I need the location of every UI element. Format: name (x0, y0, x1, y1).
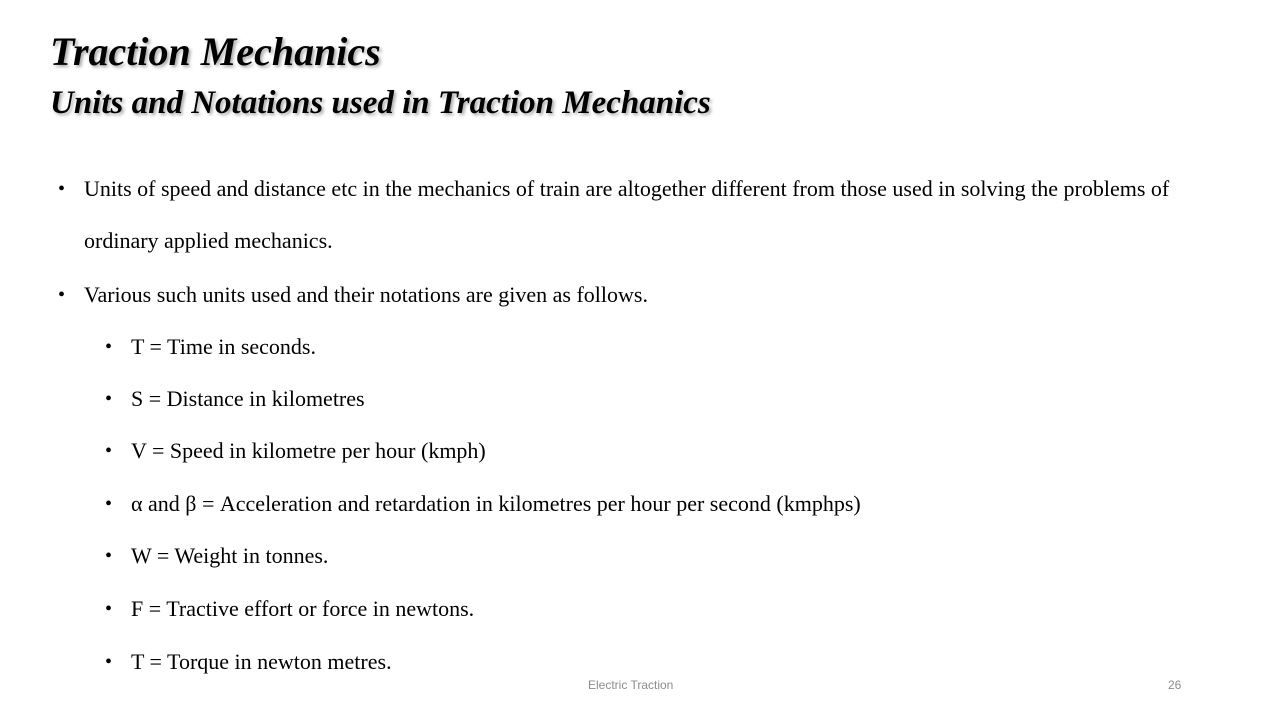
bullet-item-units-speed (58, 163, 1244, 267)
notation-text: α and β = Acceleration and retardation in kilometres per hour per second (kmphps) (131, 491, 861, 516)
notation-item-distance (105, 373, 1231, 425)
notation-text: T = Time in seconds. (131, 334, 316, 359)
bullet-dot-icon: • (105, 388, 113, 410)
bullet-text: Various such units used and their notations are given as follows. (84, 282, 648, 307)
bullet-dot-icon: • (105, 545, 113, 567)
notation-text: V = Speed in kilometre per hour (kmph) (131, 438, 486, 463)
bullet-dot-icon: • (105, 493, 113, 515)
notation-text: W = Weight in tonnes. (131, 543, 329, 568)
notation-text: F = Tractive effort or force in newtons. (131, 596, 475, 621)
bullet-dot-icon: • (105, 440, 113, 462)
page-number: 26 (1168, 678, 1182, 692)
bullet-text: Units of speed and distance etc in the mechanics of train are altogether different from those used in solving the problems of ordinary applied mechanics. (84, 176, 1170, 253)
notation-item-speed (105, 425, 1231, 477)
notation-text: T = Torque in newton metres. (131, 649, 392, 674)
notation-item-time (105, 321, 1231, 373)
slide-subtitle: Units and Notations used in Traction Mechanics (50, 85, 711, 121)
bullet-dot-icon: • (58, 178, 66, 200)
notation-item-acceleration (105, 478, 1231, 530)
bullet-dot-icon: • (58, 284, 66, 306)
bullet-dot-icon: • (105, 598, 113, 620)
notation-item-torque (105, 636, 1231, 688)
bullet-dot-icon: • (105, 336, 113, 358)
notation-text: S = Distance in kilometres (131, 386, 365, 411)
bullet-dot-icon: • (105, 651, 113, 673)
notation-item-weight (105, 530, 1231, 582)
bullet-item-units-used (58, 269, 1244, 321)
notation-item-force (105, 583, 1231, 635)
slide-title: Traction Mechanics (50, 29, 381, 74)
footer-text: Electric Traction (588, 678, 674, 692)
